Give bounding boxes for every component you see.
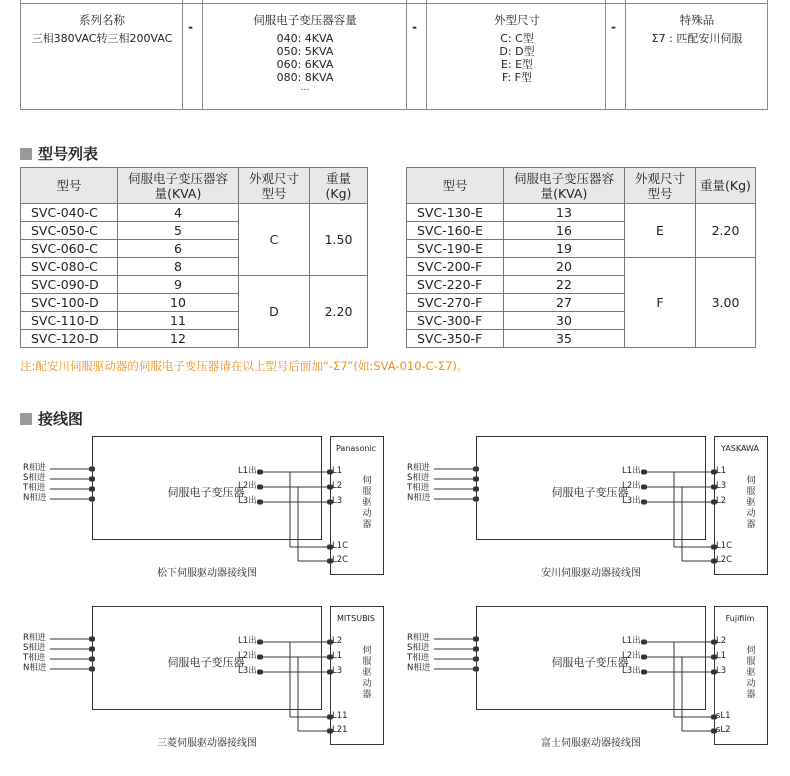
input-label: R相进: [23, 463, 46, 473]
driver-label-char: 动: [746, 509, 756, 519]
model-cell: SVC-190-E: [407, 240, 504, 258]
model-cell: SVC-080-C: [21, 258, 118, 276]
driver-brand: Fujifilm: [725, 614, 755, 623]
size-line: F: F型: [501, 71, 532, 84]
kva-cell: 11: [118, 312, 239, 330]
output-label: L3出: [238, 666, 257, 676]
weight-cell: 2.20: [696, 204, 756, 258]
model-cell: SVC-160-E: [407, 222, 504, 240]
driver-label-char: 器: [362, 690, 372, 700]
transformer-label: 伺服电子变压器: [167, 486, 245, 499]
input-label: S相进: [407, 643, 430, 653]
transformer-label: 伺服电子变压器: [167, 656, 245, 669]
divider: [182, 0, 183, 109]
driver-terminal-label: L3: [332, 666, 343, 676]
capacity-line: 080: 8KVA: [276, 71, 334, 84]
kva-cell: 16: [504, 222, 625, 240]
model-table-left: [20, 167, 368, 348]
driver-label: [744, 476, 758, 531]
size-line: E: E型: [500, 58, 534, 71]
driver-label-char: 驱: [362, 498, 372, 508]
kva-cell: 22: [504, 276, 625, 294]
input-label: N相进: [407, 663, 431, 673]
driver-label-char: 伺: [746, 646, 756, 656]
driver-label-char: 服: [362, 657, 372, 667]
kva-cell: 35: [504, 330, 625, 348]
input-label: N相进: [23, 493, 47, 503]
driver-terminal-label: L3: [716, 666, 727, 676]
col-header-weight: 重量(Kg): [696, 168, 756, 204]
driver-terminal-label: L1: [716, 651, 727, 661]
input-label: S相进: [407, 473, 430, 483]
wiring-diagram-yaskawa: [404, 436, 774, 606]
size-cell: F: [625, 258, 696, 348]
driver-terminal-label: L2: [332, 481, 343, 491]
series-name-heading: 系列名称: [79, 13, 125, 27]
driver-label-char: 伺: [362, 476, 372, 486]
series-name-value: 三相380VAC转三相200VAC: [31, 32, 173, 45]
divider: [625, 0, 626, 109]
section-models-title: [20, 143, 98, 164]
capacity-line: 060: 6KVA: [276, 58, 334, 71]
driver-label: [360, 476, 374, 531]
driver-terminal-label: L1: [332, 651, 343, 661]
driver-label: [744, 646, 758, 701]
section-wiring-text: 接线图: [38, 410, 84, 428]
size-cell: C: [239, 204, 310, 276]
wiring-diagram-panasonic: [20, 436, 390, 606]
special-heading: 特殊品: [679, 13, 715, 27]
driver-label-char: 器: [746, 690, 756, 700]
driver-terminal-label: L1: [332, 466, 343, 476]
col-header-size: 外观尺寸型号: [625, 168, 696, 204]
weight-cell: 1.50: [310, 204, 368, 276]
wiring-diagram-mitsubishi: [20, 606, 390, 776]
size-line: D: D型: [499, 45, 535, 58]
separator-2: -: [412, 20, 417, 34]
size-line: C: C型: [500, 32, 534, 45]
model-cell: SVC-130-E: [407, 204, 504, 222]
kva-cell: 20: [504, 258, 625, 276]
table-row: [21, 276, 368, 294]
input-label: R相进: [407, 463, 430, 473]
table-row: [407, 204, 756, 222]
section-models-text: 型号列表: [38, 145, 99, 163]
table-row: [407, 258, 756, 276]
diagram-caption: 安川伺服驱动器接线图: [541, 568, 641, 579]
kva-cell: 9: [118, 276, 239, 294]
input-label: R相进: [23, 633, 46, 643]
kva-cell: 10: [118, 294, 239, 312]
model-cell: SVC-120-D: [21, 330, 118, 348]
driver-label-char: 服: [746, 657, 756, 667]
model-cell: SVC-270-F: [407, 294, 504, 312]
kva-cell: 27: [504, 294, 625, 312]
input-label: T相进: [407, 653, 430, 663]
divider: [426, 0, 427, 109]
output-label: L3出: [622, 496, 641, 506]
driver-label-char: 服: [362, 487, 372, 497]
special-col: [628, 14, 766, 45]
output-label: L1出: [622, 466, 641, 476]
table-row: [21, 204, 368, 222]
divider: [406, 0, 407, 109]
driver-label-char: 器: [746, 520, 756, 530]
weight-cell: 2.20: [310, 276, 368, 348]
output-label: L3出: [238, 496, 257, 506]
model-cell: SVC-060-C: [21, 240, 118, 258]
diagram-caption: 富士伺服驱动器接线图: [541, 738, 641, 749]
yaskawa-note: 注:配安川伺服驱动器的伺服电子变压器请在以上型号后面加“-Σ7”(如:SVA-010-C-Σ7)。: [20, 359, 469, 373]
size-col: [430, 14, 604, 84]
model-table-right: [406, 167, 756, 348]
driver-label-char: 伺: [362, 646, 372, 656]
driver-terminal-label: sL2: [716, 725, 731, 735]
model-cell: SVC-110-D: [21, 312, 118, 330]
divider: [767, 0, 768, 109]
divider: [605, 0, 606, 109]
output-label: L1出: [238, 466, 257, 476]
input-label: T相进: [23, 653, 46, 663]
output-label: L2出: [622, 651, 641, 661]
col-header-kva: 伺服电子变压器容量(KVA): [118, 168, 239, 204]
separator-3: -: [611, 20, 616, 34]
col-header-kva: 伺服电子变压器容量(KVA): [504, 168, 625, 204]
model-cell: SVC-090-D: [21, 276, 118, 294]
col-header-size: 外观尺寸型号: [239, 168, 310, 204]
model-cell: SVC-300-F: [407, 312, 504, 330]
kva-cell: 13: [504, 204, 625, 222]
driver-label-char: 器: [362, 520, 372, 530]
driver-label-char: 动: [746, 679, 756, 689]
col-header-model: 型号: [407, 168, 504, 204]
driver-brand: YASKAWA: [721, 444, 759, 453]
separator-1: -: [188, 20, 193, 34]
series-code-table: [20, 0, 768, 110]
square-bullet-icon: [20, 413, 32, 425]
output-label: L3出: [622, 666, 641, 676]
special-value: Σ7 : 匹配安川伺服: [651, 32, 743, 45]
square-bullet-icon: [20, 148, 32, 160]
output-label: L2出: [238, 651, 257, 661]
driver-label-char: 驱: [746, 668, 756, 678]
input-label: N相进: [407, 493, 431, 503]
driver-terminal-label: L1: [716, 466, 727, 476]
divider: [202, 0, 203, 109]
driver-label-char: 动: [362, 509, 372, 519]
capacity-heading: 伺服电子变压器容量: [253, 13, 357, 27]
driver-terminal-label: L1C: [332, 541, 349, 551]
driver-label-char: 驱: [362, 668, 372, 678]
kva-cell: 12: [118, 330, 239, 348]
driver-brand: MITSUBIS: [336, 614, 375, 623]
output-label: L1出: [622, 636, 641, 646]
driver-label-char: 伺: [746, 476, 756, 486]
input-label: N相进: [23, 663, 47, 673]
capacity-line: 050: 5KVA: [276, 45, 334, 58]
model-cell: SVC-050-C: [21, 222, 118, 240]
driver-terminal-label: L3: [332, 496, 343, 506]
col-header-weight: 重量(Kg): [310, 168, 368, 204]
size-cell: E: [625, 204, 696, 258]
driver-terminal-label: L2: [716, 636, 727, 646]
capacity-col: [206, 14, 404, 92]
driver-terminal-label: sL1: [716, 711, 731, 721]
series-name-col: [24, 14, 180, 45]
kva-cell: 5: [118, 222, 239, 240]
driver-label-char: 动: [362, 679, 372, 689]
kva-cell: 8: [118, 258, 239, 276]
driver-terminal-label: L1C: [716, 541, 733, 551]
output-label: L2出: [622, 481, 641, 491]
kva-cell: 30: [504, 312, 625, 330]
input-label: T相进: [23, 483, 46, 493]
driver-terminal-label: L2C: [716, 555, 733, 565]
transformer-label: 伺服电子变压器: [551, 486, 629, 499]
wiring-diagram-fujifilm: [404, 606, 774, 776]
output-label: L2出: [238, 481, 257, 491]
input-label: R相进: [407, 633, 430, 643]
driver-label-char: 驱: [746, 498, 756, 508]
driver-terminal-label: L3: [716, 481, 727, 491]
capacity-line: …: [300, 83, 310, 93]
transformer-label: 伺服电子变压器: [551, 656, 629, 669]
driver-terminal-label: L2: [332, 636, 343, 646]
driver-terminal-label: L2: [716, 496, 727, 506]
size-cell: D: [239, 276, 310, 348]
model-cell: SVC-040-C: [21, 204, 118, 222]
model-cell: SVC-220-F: [407, 276, 504, 294]
input-label: S相进: [23, 473, 46, 483]
kva-cell: 19: [504, 240, 625, 258]
weight-cell: 3.00: [696, 258, 756, 348]
input-label: T相进: [407, 483, 430, 493]
driver-brand: Panasonic: [335, 444, 377, 453]
size-heading: 外型尺寸: [494, 13, 540, 27]
output-label: L1出: [238, 636, 257, 646]
driver-terminal-label: L2C: [332, 555, 349, 565]
diagram-caption: 松下伺服驱动器接线图: [157, 568, 257, 579]
kva-cell: 4: [118, 204, 239, 222]
model-cell: SVC-100-D: [21, 294, 118, 312]
section-wiring-title: [20, 408, 83, 429]
driver-terminal-label: L21: [332, 725, 348, 735]
model-cell: SVC-350-F: [407, 330, 504, 348]
driver-terminal-label: L11: [332, 711, 348, 721]
kva-cell: 6: [118, 240, 239, 258]
divider: [20, 0, 21, 109]
driver-label-char: 服: [746, 487, 756, 497]
diagram-caption: 三菱伺服驱动器接线图: [157, 738, 257, 749]
model-cell: SVC-200-F: [407, 258, 504, 276]
driver-label: [360, 646, 374, 701]
capacity-line: 040: 4KVA: [276, 32, 334, 45]
series-top-rule: [20, 0, 768, 4]
input-label: S相进: [23, 643, 46, 653]
col-header-model: 型号: [21, 168, 118, 204]
